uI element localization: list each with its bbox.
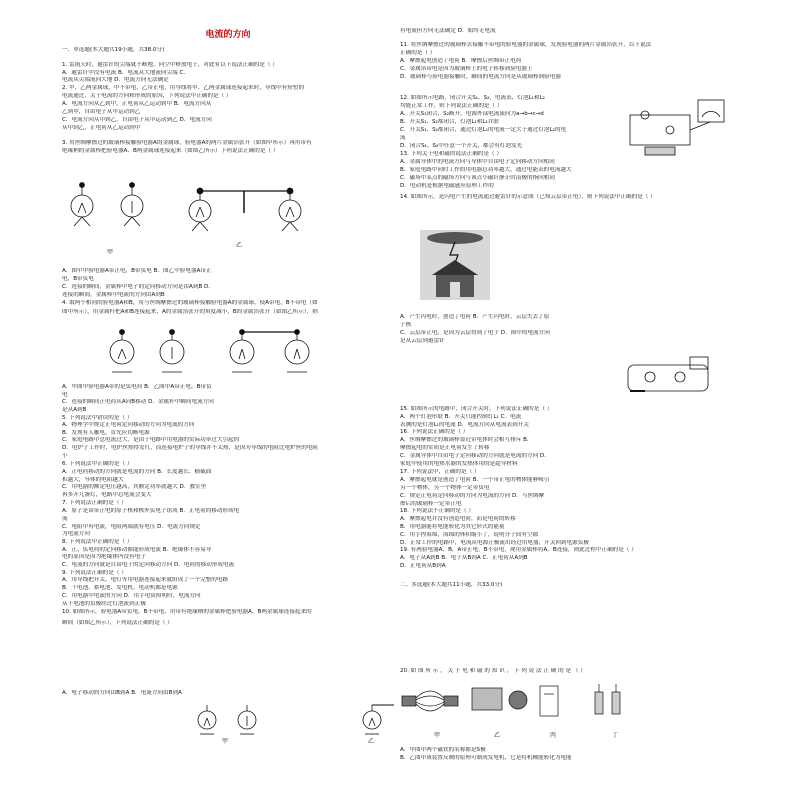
left-text-line: C．连接的瞬间正电荷从A向B移动 D．金属杆中瞬间电流方向 xyxy=(62,399,214,405)
left-column xyxy=(62,0,394,794)
right-text-line: 18. 下列说法不正确的是（ ） xyxy=(400,508,474,514)
right-text-line: 有电流但方向无法确定 D．始终无电流 xyxy=(400,28,496,34)
left-text-line: C．用电器的额定电压越高，其额定功率就越大 D．教室里 xyxy=(62,484,207,490)
left-text-line: A．电子移动的方向由B到A B．电流方向由B到A xyxy=(62,690,182,696)
right-text-line: D．正电荷从B到A xyxy=(400,563,446,569)
left-text-line: 一、单选题(本大题共19小题，共38.0分) xyxy=(62,47,165,53)
q20-label-jia: 甲 xyxy=(434,732,441,739)
left-text-line: A．避雷针中没有电流 B．电流从大地流向尖端 C． xyxy=(62,70,190,76)
q4-electroscope-figure xyxy=(102,327,312,382)
left-text-line: 电 xyxy=(62,392,68,398)
q20-figures xyxy=(400,680,640,724)
right-text-line: 16. 下列说法正确的是（ ） xyxy=(400,429,469,435)
right-text-line: 表测的是灯泡L₁的电流 D．电流方向从电流表到开关 xyxy=(400,422,529,428)
q10-label-jia: 甲 xyxy=(222,738,229,745)
right-text-line: D．玻璃棒与验电器接触时，瞬间的电流方向是从玻璃棒到验电器 xyxy=(400,74,561,80)
right-text-line: 流 xyxy=(400,135,406,141)
left-text-line: C．家庭电路中总电流过大，是由于电路中用电器的实际功率过大引起的 xyxy=(62,437,240,443)
left-text-line: 从干电池的负极经过灯泡流到正极 xyxy=(62,601,146,607)
left-text-line: 电流通过，关于电流的方向和形成的原因，下列说法中正确的是（ ） xyxy=(62,93,232,99)
right-text-line: 17. 下列说法中，正确的是（ ） xyxy=(400,469,480,475)
left-text-line: A．用导线把开关、电灯等用电器连接起来就组成了一个完整的电路 xyxy=(62,577,229,583)
left-text-line: 瞬间（如图乙所示），下列说法正确的是（ ） xyxy=(62,620,173,626)
right-text-line: A．产生闪电时，创造了电荷 B．产生闪电时，云层失去了原 xyxy=(400,314,550,320)
q3-label-jia: 甲 xyxy=(107,249,114,256)
left-text-line: D．电炉子工作时，电炉丝热得发红，而连接电炉子的导线并不太热，是因为导线的电阻比电炉丝的电阻 xyxy=(62,445,319,451)
right-text-line: B．开关S₁、S₂都闭合，灯泡L₁和L₂并联 xyxy=(400,119,499,125)
left-text-line: A．正电荷移动的方向就是电流的方向 B．长度越长、横截面 xyxy=(62,469,212,475)
right-text-line: C．规定正电荷定向移动的方向为电流的方向 D．与丝绸摩 xyxy=(400,493,545,499)
right-text-line: D．闭合S₁、S₂中任意一个开关，都会有灯泡发光 xyxy=(400,143,523,149)
right-text-line: B．家庭电路中同时工作的用电器总功率越大，通过电能表的电流越大 xyxy=(400,167,572,173)
q3-label-yi: 乙 xyxy=(236,242,243,249)
right-text-line: 15. 如图所示的电路中，闭合开关时，下列说法正确的是（ ） xyxy=(400,406,553,412)
right-text-line: 另一个物体，另一个物体一定带负电 xyxy=(400,485,490,491)
left-text-line: 2. 甲、乙两金属球，甲不带电，乙带正电，用导线将甲、乙两金属球连接起来时，导线中有短暂的 xyxy=(62,85,305,91)
right-text-line: B．用电器能将电能转化为其它形式的能量 xyxy=(400,524,505,530)
right-text-line: D．正常工作的电路中，电流从电源正极流出经过用电器，开关回到电源负极 xyxy=(400,540,589,546)
right-text-line: C．金属导体中自由电子定向移动的方向就是电流的方向 D． xyxy=(400,453,550,459)
left-text-line: 积越大，导体的电阻越大 xyxy=(62,477,124,483)
right-text-line: 子核 xyxy=(400,322,412,328)
right-text-line: A．摩擦起电并没有创造电荷，而是电荷的转移 xyxy=(400,516,516,522)
right-text-line: C．开关S₁、S₂都闭合，通过灯泡L₁的电流一定大于通过灯泡L₂的电 xyxy=(400,127,567,133)
right-text-line: A．金属导体中的电流方向与导体中自由电子定向移动方向相同 xyxy=(400,159,555,165)
right-text-line: A．甲图中两个磁铁的名称都是S极 xyxy=(400,747,486,753)
right-text-line: 二、多选题(本大题共11小题，共33.0分) xyxy=(400,582,503,588)
left-text-line: 电的原因是因为绝缘体内没有电子 xyxy=(62,554,146,560)
right-text-line: A．摩擦起电创造了电荷 B．摩擦后丝绸带正电荷 xyxy=(400,58,522,64)
q14-lightning-figure xyxy=(420,230,490,300)
right-text-line: 14. 如图所示，是闪电产生的电流通过避雷针的示意图（已知云层带正电），则下列说法中正确的是（ ） xyxy=(400,194,656,200)
left-text-line: 电，B带负电 xyxy=(62,276,94,282)
left-text-line: A．物理学中规定正电荷定向移动的方向为电流的方向 xyxy=(62,422,195,428)
left-text-line: B．干电池、蓄电池、发电机、电动机都是电源 xyxy=(62,585,178,591)
left-text-line: 1. 雷雨天时，避雷针的尖端就不断地、向空中释放电子，对此有以下说法正确的是（ ） xyxy=(62,62,278,68)
left-text-line: C．用电器中电流的方向 D．用手电筒照明时，电流方向 xyxy=(62,593,201,599)
left-text-line: C．电流方向从甲到乙，自由电子从甲运动到乙 D．电流方向 xyxy=(62,117,212,123)
right-text-line: C．磁场中某点的磁场方向与该点小磁针静止时南极的指向相同 xyxy=(400,175,555,181)
right-text-line: 12. 如图所示电路，闭合开关S₁、S₂，电流表、灯泡L₁和L₂ xyxy=(400,95,545,101)
left-text-line: 4. 取两个相同的验电器A和B，用与丝绸摩擦过的玻璃棒接触验电器A的金属球，使A带电，B不带电（如 xyxy=(62,300,318,306)
left-text-line: 7. 下列说法正确的是（ ） xyxy=(62,500,127,506)
right-text-line: 20. 如 图 所 示 ， 关 于 电 和 磁 的 知 识 ， 下 列 说 法 正 确 的 是 （ ） xyxy=(400,668,586,674)
left-text-line: 9. 下列说法正确的是（ ） xyxy=(62,570,127,576)
right-text-line: 19. 有两验电器A、B，A带正电，B不带电，现用金属棒将A、B连接，则此过程中正确的是（ ） xyxy=(400,547,637,553)
left-text-line: A．原子是由带正电的原子核和核外负电子组成 B．正电荷的移动形成电 xyxy=(62,508,240,514)
right-text-line: 11. 将丝绸摩擦过的玻璃棒去接触不带电的验电器的金属球，发现验电器的两片金属箔张开，以下说法 xyxy=(400,42,652,48)
right-text-line: D．电动机是根据电磁感应原理工作的 xyxy=(400,183,494,189)
right-text-line: A．两个灯泡串联 B．开关只能控制灯L₁ C．电流 xyxy=(400,414,522,420)
q20-label-bing: 丙 xyxy=(550,732,557,739)
left-text-line: 小 xyxy=(62,453,68,459)
left-text-line: 再多开几盏灯，电路中总电流会变大 xyxy=(62,492,152,498)
left-text-line: 为电流方向 xyxy=(62,531,90,537)
right-column xyxy=(400,0,736,794)
right-text-line: A．摩擦起电就是创造了电荷 B．一个带正电的物体能够吸引 xyxy=(400,477,550,483)
right-text-line: B．乙图中该装置反映的原理可制成发电机，它是将机械能转化为电能 xyxy=(400,755,572,761)
left-text-line: 电流从尖端流向大地 D．电流方向无法确定 xyxy=(62,77,169,83)
left-text-line: 从甲到乙，正电荷从乙运动到甲 xyxy=(62,125,141,131)
right-text-line: 13. 下列关于电和磁的说法正确的是（ ） xyxy=(400,151,502,157)
left-text-line: 10. 如图所示，验电器A带负电，B不带电，用带有绝缘柄的金属棒把验电器A、B两金属球连接起来的 xyxy=(62,609,312,615)
right-text-line: 均能正常工作，则下列说法正确的是（ ） xyxy=(400,103,503,109)
right-text-line: 是从云层到避雷针 xyxy=(400,338,445,344)
left-text-line: C．电流的方向就是自由电子的定向移动方向 D．电荷的移动形成电流 xyxy=(62,562,235,568)
left-text-line: A．正、负电荷的定向移动都能形成电流 B．绝缘体不容易导 xyxy=(62,547,212,553)
left-text-line: 3. 用丝绸摩擦过的玻璃棒接触验电器A的金属球，验电器A的两片金属箔张开（如图甲所示）再用带有 xyxy=(62,140,312,146)
left-text-line: C．连接的瞬间，金属棒中电子的定向移动方向是由A到B D． xyxy=(62,284,214,290)
left-text-line: 乙到甲，自由电子从甲运动到乙 xyxy=(62,109,141,115)
right-text-line: 摩擦起电的实质是正电荷发生了转移 xyxy=(400,445,490,451)
q12-circuit-figure xyxy=(620,95,730,160)
left-text-line: C．电阻中有电流，电阻两端就有电压 D．电流方向规定 xyxy=(62,524,201,530)
q20-label-yi: 乙 xyxy=(494,732,501,739)
right-text-line: 家庭中使用的电热水器的发热体用的是超导材料 xyxy=(400,461,518,467)
left-text-line: 图甲所示），用金属杆把A和B连接起来，A的金属箔张开的角度减小，B的金属箔张开（如图乙所示），则 xyxy=(62,309,318,315)
left-text-line: A．电流方向从乙到甲，正电荷从乙运动到甲 B．电流方向从 xyxy=(62,101,212,107)
left-text-line: 连接的瞬间，金属棒中电流的方向由A到B xyxy=(62,292,165,298)
right-text-line: C．用手捏海绵，海绵的体积缩小了，说明分子间有空隙 xyxy=(400,532,539,538)
left-text-line: A．甲图中验电器A带的是负电荷 B．乙图中A带正电，B带负 xyxy=(62,384,212,390)
right-text-line: 正确的是（ ） xyxy=(400,50,436,56)
right-text-line: A．开关S₁闭合，S₂断开，电源外部电流流向为a→b→c→d xyxy=(400,111,544,117)
right-text-line: 擦后的玻璃棒一定带正电 xyxy=(400,501,462,507)
left-text-line: 绝缘柄的金属棒把验电器A、B两金属球连接起来（如图乙所示）下列说法正确的是（ ） xyxy=(62,148,279,154)
right-text-line: A．丝绸摩擦过的玻璃棒靠近带电体时会相互排斥 B． xyxy=(400,437,533,443)
left-text-line: 5. 下列说法中错误的是（ ） xyxy=(62,415,133,421)
page-title: 电流的方向 xyxy=(205,30,251,40)
left-text-line: A．图甲中验电器A带正电，B带负电 B．图乙中验电器A带正 xyxy=(62,268,212,274)
left-text-line: 流 xyxy=(62,516,68,522)
left-text-line: 6. 下列说法中正确的是（ ） xyxy=(62,461,133,467)
q20-label-ding: 丁 xyxy=(612,732,619,739)
left-text-line: B．发现有人触电，首先应切断电源 xyxy=(62,430,150,436)
q10-label-yi: 乙 xyxy=(368,738,375,745)
q15-circuit-figure xyxy=(620,355,720,397)
right-text-line: C．云层带正电，是因为云层得到了电子 D．图中的电流方向 xyxy=(400,330,550,336)
right-text-line: C．金属箔带电是因为玻璃棒上的电子转移到验电器上 xyxy=(400,66,533,72)
left-text-line: 8. 下列说法中正确的是（ ） xyxy=(62,539,133,545)
q3-electroscope-figure xyxy=(62,181,322,251)
right-text-line: A．电子从A到B B．电子从B到A C．正电荷从A到B xyxy=(400,555,528,561)
left-text-line: 是从A到B xyxy=(62,407,87,413)
